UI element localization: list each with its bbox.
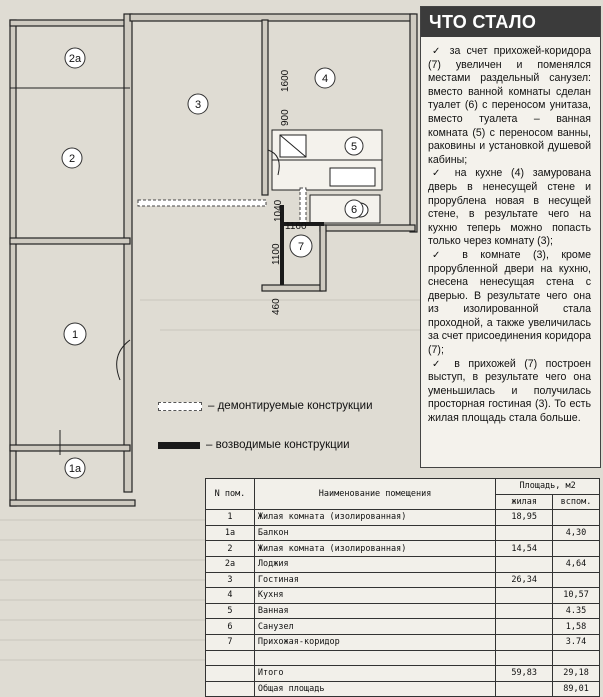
bathroom-block [272,130,382,223]
cell-name: Жилая комната (изолированная) [254,541,495,557]
header-living: жилая [496,494,553,510]
cell-name: Общая площадь [254,681,495,697]
cell-num: 4 [206,588,255,604]
dim-1160: 1160 [285,221,307,232]
dim-1600: 1600 [280,69,291,92]
cell-aux: 4,30 [553,525,600,541]
changes-text [421,37,600,426]
checkmark-icon: ✓ [432,358,455,370]
table-row [206,572,600,588]
cell-num: 7 [206,634,255,650]
dashed-swatch-icon [158,402,202,411]
cell-living: 14,54 [496,541,553,557]
change-item [428,45,591,167]
cell-num [206,666,255,682]
cell-living: 59,83 [496,666,553,682]
table-row [206,681,600,697]
changes-panel [420,6,601,468]
cell-aux [553,541,600,557]
checkmark-icon: ✓ [432,46,450,57]
cell-name: Кухня [254,588,495,604]
checkmark-icon: ✓ [432,168,455,180]
change-item [428,167,591,249]
cell-name: Санузел [254,619,495,635]
cell-living [496,650,553,666]
change-item [428,358,591,426]
cell-aux [553,650,600,666]
table-row [206,588,600,604]
area-table-body [206,510,600,697]
table-row [206,603,600,619]
room-label-6: 6 [350,204,358,216]
cell-living [496,603,553,619]
change-item [428,249,591,358]
cell-name: Ванная [254,603,495,619]
cell-aux: 89,01 [553,681,600,697]
room-label-4: 4 [321,73,329,85]
table-row [206,541,600,557]
cell-num: 1 [206,510,255,526]
cell-living [496,634,553,650]
cell-num: 3 [206,572,255,588]
room-label-5: 5 [350,141,358,153]
solid-swatch-icon [158,442,200,449]
table-row [206,666,600,682]
header-name: Наименование помещения [254,479,495,510]
header-area: Площадь, м2 [496,479,600,495]
cell-aux: 29,18 [553,666,600,682]
change-text: за счет прихожей-коридора (7) увеличен и поменялся местами раздельный санузел: вместо ванной комнаты сделан туалет (6) с переносом унитаза, вместо туалета – ванная комната (5) с переносом ванны, раковины и установкой душевой кабины; [428,45,591,166]
room-label-2a: 2а [68,53,82,65]
cell-name: Жилая комната (изолированная) [254,510,495,526]
legend-demolished [158,397,373,415]
table-row [206,525,600,541]
cell-living [496,525,553,541]
room-label-3: 3 [194,99,202,111]
cell-living [496,681,553,697]
cell-num: 1а [206,525,255,541]
area-table [205,478,600,697]
room-label-1a: 1а [68,463,82,475]
table-row [206,650,600,666]
dim-900: 900 [280,109,291,126]
header-aux: вспом. [553,494,600,510]
cell-living [496,588,553,604]
cell-num: 5 [206,603,255,619]
dim-1100: 1100 [271,243,282,265]
cell-aux [553,572,600,588]
cell-living: 26,34 [496,572,553,588]
cell-num: 2 [206,541,255,557]
room-label-7: 7 [297,241,305,253]
legend [158,397,373,475]
cell-name: Балкон [254,525,495,541]
header-num: N пом. [206,479,255,510]
dim-460: 460 [271,298,282,315]
cell-name: Итого [254,666,495,682]
table-row [206,634,600,650]
cell-num: 6 [206,619,255,635]
cell-aux [553,510,600,526]
cell-name [254,650,495,666]
cell-name: Лоджия [254,556,495,572]
legend-erected [158,436,373,454]
checkmark-icon: ✓ [432,249,463,261]
table-row [206,510,600,526]
changes-title: ЧТО СТАЛО [421,7,600,37]
change-text: в прихожей (7) построен выступ, в результате чего она уменьшилась и получилась просторная гостиная (3). То есть жилая площадь стала больше. [428,357,591,425]
dim-1040: 1040 [273,199,284,222]
room-label-1: 1 [71,329,79,341]
table-row [206,619,600,635]
openings [10,14,279,455]
cell-name: Прихожая-коридор [254,634,495,650]
cell-num: 2а [206,556,255,572]
cell-living: 18,95 [496,510,553,526]
change-text: на кухне (4) замурована дверь в ненесущей стене и прорублена новая в несущей стене, в результате чего на кухню теперь можно попасть только через комнату (3); [428,167,591,248]
cell-living [496,556,553,572]
table-row [206,556,600,572]
legend-erected-label: – возводимые конструкции [206,439,350,451]
cell-aux: 4.35 [553,603,600,619]
cell-num [206,681,255,697]
cell-living [496,619,553,635]
room-label-2: 2 [68,153,76,165]
cell-aux: 1,58 [553,619,600,635]
cell-aux: 3.74 [553,634,600,650]
change-text: в комнате (3), кроме прорубленной двери на кухню, снесена ненесущая стена с дверью. В результате чего она из изолированной стала проходной, а также увеличилась за счет присоединения коридора (7); [428,248,591,357]
legend-demolished-label: – демонтируемые конструкции [208,400,373,412]
cell-name: Гостиная [254,572,495,588]
cell-aux: 10,57 [553,588,600,604]
cell-num [206,650,255,666]
cell-aux: 4,64 [553,556,600,572]
